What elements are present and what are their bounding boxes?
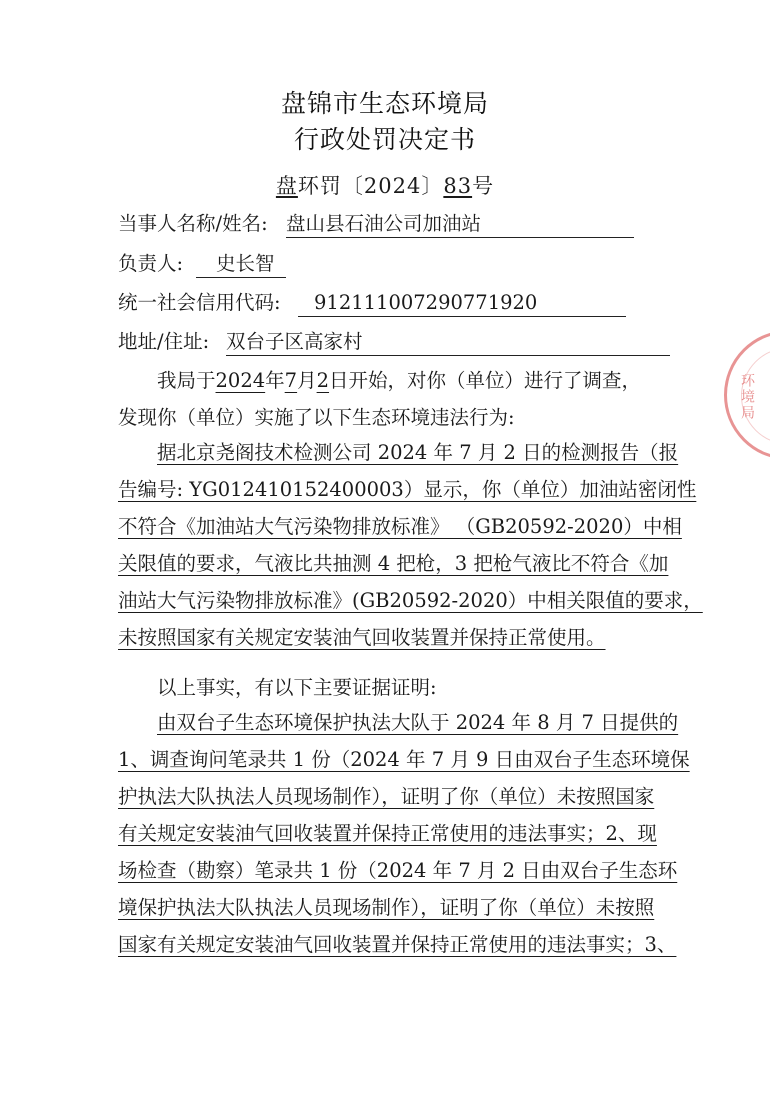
paragraph-line: 1、调查询问笔录共 1 份（2024 年 7 月 9 日由双台子生态环境保 — [118, 748, 690, 771]
paragraph-line: 告编号: YG012410152400003）显示，你（单位）加油站密闭性 — [118, 478, 697, 501]
document-number-mid: 环罚〔2024〕 — [297, 174, 444, 198]
intro-month: 7 — [284, 369, 298, 392]
paragraph-line: 以上事实，有以下主要证据证明: — [157, 676, 437, 699]
party-name-value: 盘山县石油公司加油站 — [286, 209, 634, 238]
paragraph-line: 发现你（单位）实施了以下生态环境违法行为: — [118, 406, 515, 429]
intro-year: 2024 — [215, 369, 266, 392]
paragraph-line: 由双台子生态环境保护执法大队于 2024 年 8 月 7 日提供的 — [157, 711, 679, 734]
manager-label: 负责人: — [118, 252, 184, 275]
document-number-value: 83 — [443, 174, 473, 198]
document-title-agency: 盘锦市生态环境局 — [280, 89, 489, 118]
paragraph-line: 场检查（勘察）笔录共 1 份（2024 年 7 月 2 日由双台子生态环 — [118, 859, 678, 882]
document-number — [0, 170, 770, 200]
intro-text: 年 — [265, 369, 285, 392]
intro-text: 我局于 — [157, 369, 216, 392]
credit-code-field — [118, 288, 538, 318]
paragraph-line: 境保护执法大队执法人员现场制作），证明了你（单位）未按照 — [118, 896, 655, 919]
official-seal-text: 环境局 — [739, 373, 755, 421]
address-value: 双台子区高家村 — [226, 327, 670, 356]
paragraph-line: 关限值的要求，气液比共抽测 4 把枪，3 把枪气液比不符合《加 — [118, 552, 669, 575]
paragraph-line: 护执法大队执法人员现场制作），证明了你（单位）未按照国家 — [118, 785, 655, 808]
party-name-label: 当事人名称/姓名: — [118, 212, 268, 235]
party-name-field — [118, 209, 482, 239]
manager-value: 史长智 — [196, 249, 286, 278]
intro-text: 月 — [297, 369, 317, 392]
paragraph-line: 国家有关规定安装油气回收装置并保持正常使用的违法事实；3、 — [118, 933, 677, 956]
official-seal — [724, 330, 770, 460]
credit-code-label: 统一社会信用代码: — [118, 291, 281, 314]
paragraph-line: 有关规定安装油气回收装置并保持正常使用的违法事实；2、现 — [118, 822, 657, 845]
document-number-prefix: 盘 — [275, 174, 298, 198]
address-field — [118, 327, 363, 357]
paragraph-line — [157, 366, 641, 396]
paragraph-line: 未按照国家有关规定安装油气回收装置并保持正常使用。 — [118, 626, 606, 649]
paragraph-line: 不符合《加油站大气污染物排放标准》 （GB20592-2020）中相 — [118, 515, 682, 538]
document-number-suffix: 号 — [472, 174, 495, 198]
intro-day: 2 — [316, 369, 330, 392]
address-label: 地址/住址: — [118, 330, 210, 353]
credit-code-value: 912111007290771920 — [298, 288, 626, 317]
manager-field — [118, 249, 275, 279]
paragraph-line: 油站大气污染物排放标准》(GB20592-2020）中相关限值的要求， — [118, 589, 703, 612]
paragraph-line: 据北京尧阁技术检测公司 2024 年 7 月 2 日的检测报告（报 — [157, 441, 679, 464]
document-title-type: 行政处罚决定书 — [293, 125, 476, 154]
intro-text: 日开始，对你（单位）进行了调查， — [329, 369, 642, 392]
